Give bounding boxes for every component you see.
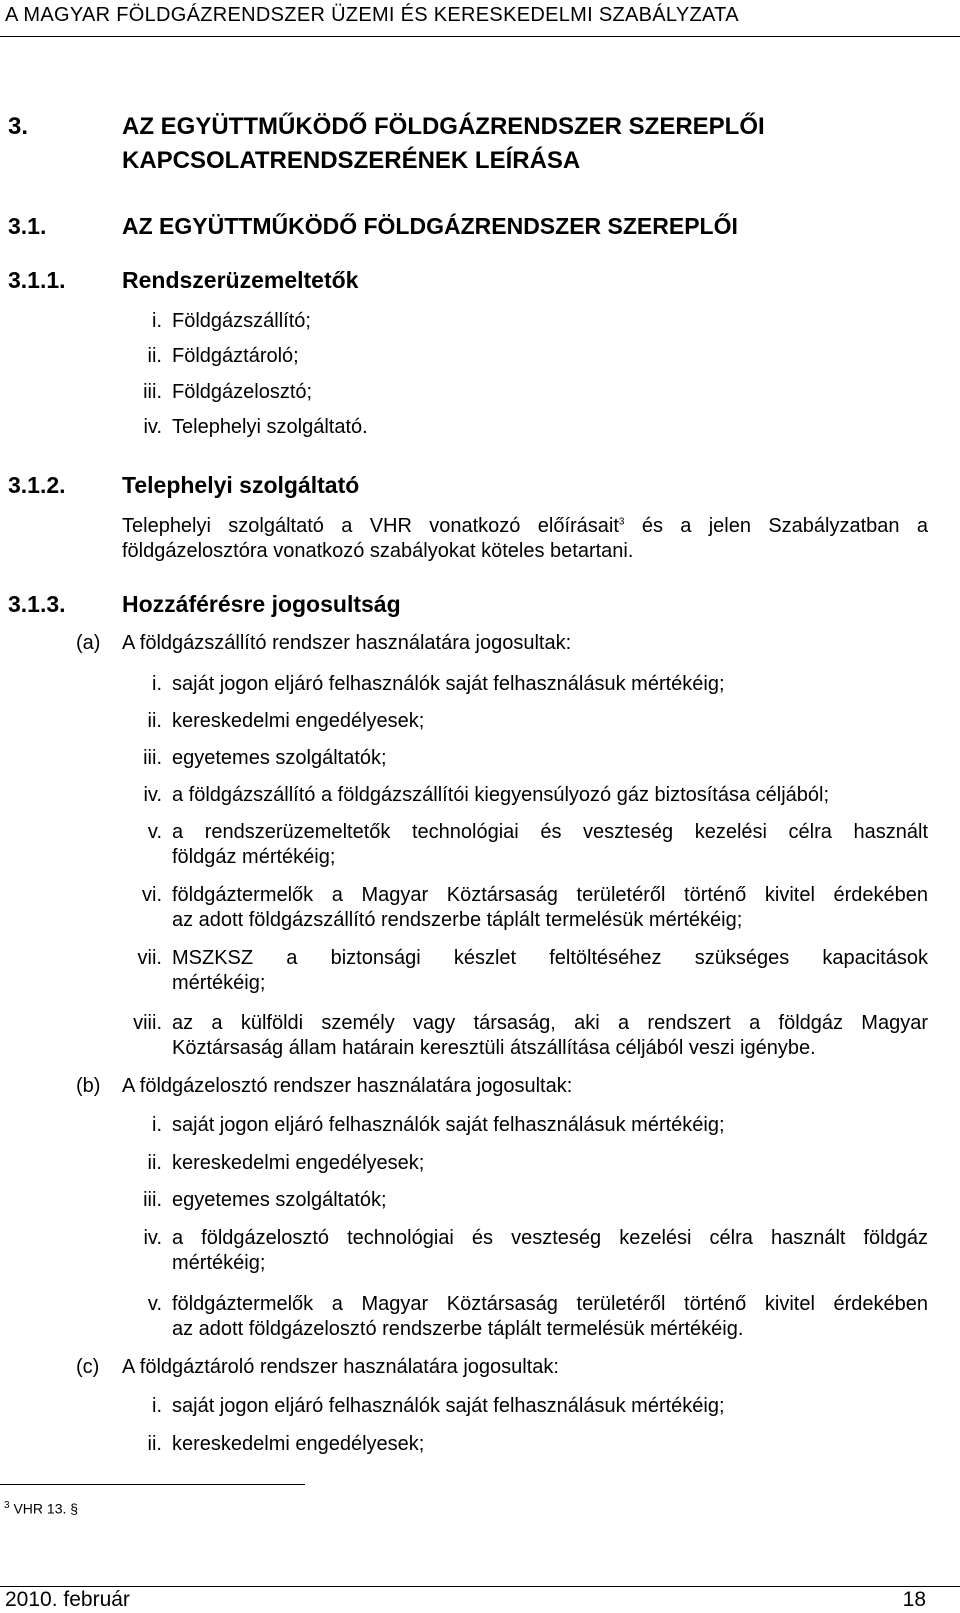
list-item-text: az a külföldi személy vagy társaság, aki a rendszert a földgáz Magyar: [172, 1012, 928, 1034]
list-item-number: ii.: [147, 345, 162, 367]
footnote: [4, 1500, 78, 1517]
subsection-text: A földgázelosztó rendszer használatára jogosultak:: [122, 1075, 573, 1097]
list-item-number: i.: [152, 1395, 162, 1417]
section-3-1-2-title: Telephelyi szolgáltató: [122, 472, 360, 498]
list-item-text: földgáztermelők a Magyar Köztársaság területéről történő kivitel érdekében: [172, 884, 928, 906]
section-3-title-line1: AZ EGYÜTTMŰKÖDŐ FÖLDGÁZRENDSZER SZEREPLŐI: [122, 113, 765, 140]
section-3-1-1-title: Rendszerüzemeltetők: [122, 267, 359, 293]
footnote-text: VHR 13. §: [13, 1500, 79, 1517]
list-item-text: kereskedelmi engedélyesek;: [172, 1433, 425, 1455]
list-item-text-continued: Köztársaság állam határain keresztüli átszállítása céljából veszi igénybe.: [172, 1037, 816, 1059]
list-item-number: iii.: [143, 747, 162, 769]
list-item-text: a földgázszállító a földgázszállítói kiegyensúlyozó gáz biztosítása céljából;: [172, 784, 830, 806]
page-number: 18: [902, 1588, 926, 1611]
list-item-text: egyetemes szolgáltatók;: [172, 747, 387, 769]
list-item-number: ii.: [147, 710, 162, 732]
list-item-text-continued: mértékéig;: [172, 1252, 266, 1274]
list-item-text: Telephelyi szolgáltató.: [172, 416, 368, 438]
subsection-text: A földgáztároló rendszer használatára jogosultak:: [122, 1356, 559, 1378]
list-item-text: Földgázelosztó;: [172, 381, 313, 403]
list-item-number: vii.: [137, 947, 162, 969]
subsection-text: A földgázszállító rendszer használatára jogosultak:: [122, 632, 572, 654]
list-item-text: saját jogon eljáró felhasználók saját felhasználásuk mértékéig;: [172, 1395, 725, 1417]
section-3-1-number: 3.1.: [8, 213, 47, 239]
list-item-number: vi.: [142, 884, 162, 906]
list-item-text: kereskedelmi engedélyesek;: [172, 710, 425, 732]
list-item-number: ii.: [147, 1433, 162, 1455]
footnote-reference[interactable]: 3: [618, 516, 625, 528]
list-item-number: i.: [152, 310, 162, 332]
section-3-1-2-number: 3.1.2.: [8, 472, 66, 498]
list-item-text: a földgázelosztó technológiai és veszteség kezelési célra használt földgáz: [172, 1227, 928, 1249]
list-item-number: iv.: [143, 784, 162, 806]
paragraph-line: földgázelosztóra vonatkozó szabályokat köteles betartani.: [122, 540, 634, 562]
list-item-text-continued: mértékéig;: [172, 972, 266, 994]
list-item-text: a rendszerüzemeltetők technológiai és veszteség kezelési célra használt: [172, 821, 928, 843]
list-item-text: egyetemes szolgáltatók;: [172, 1189, 387, 1211]
list-item-text: Földgázszállító;: [172, 310, 311, 332]
list-item-text: saját jogon eljáró felhasználók saját felhasználásuk mértékéig;: [172, 673, 725, 695]
section-3-1-3-number: 3.1.3.: [8, 591, 66, 617]
list-item-number: i.: [152, 673, 162, 695]
footnote-separator: [0, 1484, 305, 1485]
section-3-1-3-title: Hozzáférésre jogosultság: [122, 591, 401, 617]
list-item-number: iii.: [143, 381, 162, 403]
list-item-number: i.: [152, 1114, 162, 1136]
subsection-label: (b): [76, 1075, 101, 1097]
list-item-text: kereskedelmi engedélyesek;: [172, 1152, 425, 1174]
list-item-text-continued: az adott földgázszállító rendszerbe táplált termelésük mértékéig;: [172, 909, 743, 931]
section-3-1-title: AZ EGYÜTTMŰKÖDŐ FÖLDGÁZRENDSZER SZEREPLŐI: [122, 213, 738, 239]
section-3-number: 3.: [8, 113, 29, 140]
list-item-text: MSZKSZ a biztonsági készlet feltöltéséhez szükséges kapacitások: [172, 947, 928, 969]
list-item-number: iv.: [143, 1227, 162, 1249]
list-item-number: v.: [147, 1293, 162, 1315]
footer-date: 2010. február: [5, 1588, 130, 1611]
list-item-text: Földgáztároló;: [172, 345, 299, 367]
list-item-text-continued: földgáz mértékéig;: [172, 846, 336, 868]
list-item-number: v.: [147, 821, 162, 843]
list-item-number: iv.: [143, 416, 162, 438]
running-header: A MAGYAR FÖLDGÁZRENDSZER ÜZEMI ÉS KERESKEDELMI SZABÁLYZATA: [5, 4, 739, 26]
header-rule: [0, 36, 960, 37]
section-3-title-line2: KAPCSOLATRENDSZERÉNEK LEÍRÁSA: [122, 147, 581, 174]
subsection-label: (a): [76, 632, 101, 654]
list-item-text-continued: az adott földgázelosztó rendszerbe táplált termelésük mértékéig.: [172, 1318, 744, 1340]
footer-rule: [0, 1586, 960, 1587]
section-3-1-1-number: 3.1.1.: [8, 267, 66, 293]
list-item-number: iii.: [143, 1189, 162, 1211]
footnote-mark: 3: [4, 1500, 10, 1511]
list-item-number: viii.: [133, 1012, 162, 1034]
subsection-label: (c): [76, 1356, 100, 1378]
list-item-text: földgáztermelők a Magyar Köztársaság területéről történő kivitel érdekében: [172, 1293, 928, 1315]
list-item-text: saját jogon eljáró felhasználók saját felhasználásuk mértékéig;: [172, 1114, 725, 1136]
paragraph-line: Telephelyi szolgáltató a VHR vonatkozó előírásait$^3$ és a jelen Szabályzatban a: [122, 515, 928, 537]
list-item-number: ii.: [147, 1152, 162, 1174]
